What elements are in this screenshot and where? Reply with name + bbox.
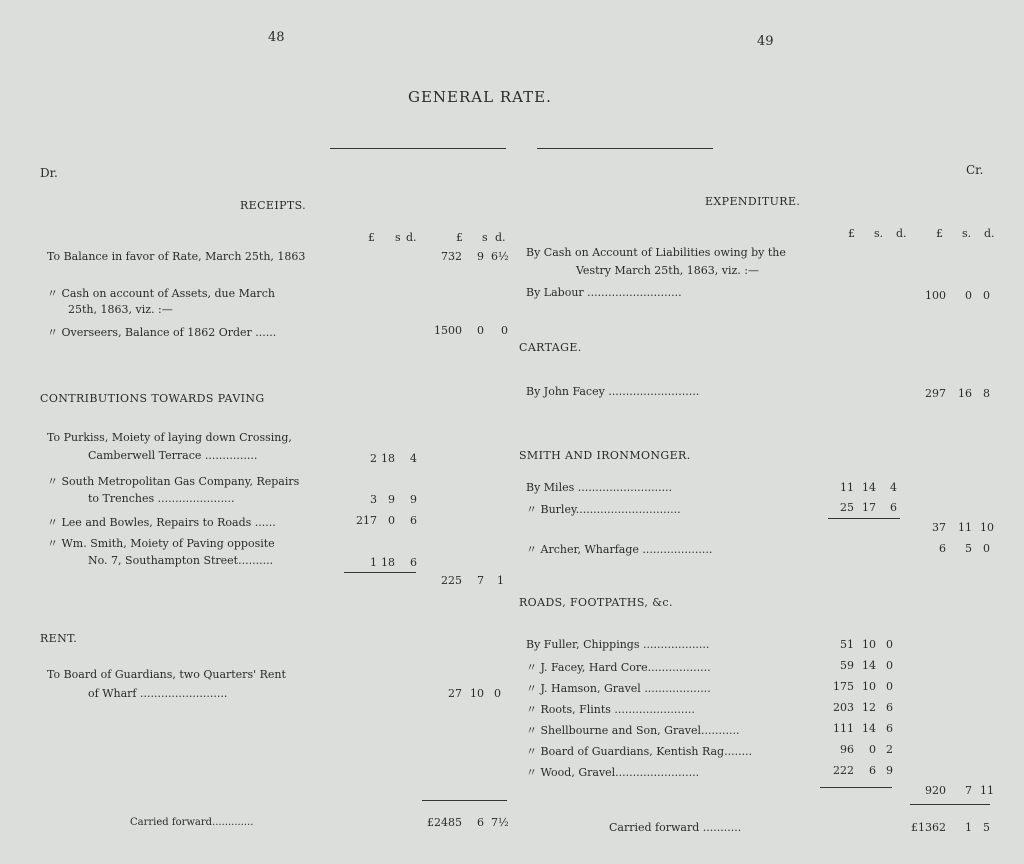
- amount-shillings: 9: [477, 250, 484, 263]
- amount-shillings: 1: [965, 821, 972, 834]
- amount-shillings: 10: [862, 680, 876, 693]
- receipts-heading: RECEIPTS.: [240, 199, 307, 212]
- amount-shillings: 0: [388, 514, 395, 527]
- amount-shillings: 10: [862, 638, 876, 651]
- amount-pence: 4: [410, 452, 417, 465]
- amount-pounds: 1: [370, 556, 377, 569]
- amount-pence: 0: [886, 659, 893, 672]
- col-pound-total: £: [456, 231, 463, 244]
- amount-pence: 0: [983, 289, 990, 302]
- miles-line: By Miles ...........................: [526, 481, 673, 494]
- amount-pence: 8: [983, 387, 990, 400]
- col-pound: £: [368, 231, 375, 244]
- page-title: GENERAL RATE.: [408, 88, 552, 106]
- amount-pence: 6: [410, 556, 417, 569]
- cash-line-1: 〃 Cash on account of Assets, due March: [47, 287, 275, 300]
- amount-shillings: 0: [965, 289, 972, 302]
- amount-pence: 0: [494, 687, 501, 700]
- amount-pence: 4: [890, 481, 897, 494]
- roads-item-label: 〃 J. Facey, Hard Core..................: [526, 661, 711, 674]
- amount-pence: 6: [410, 514, 417, 527]
- title-rule-left: [330, 148, 506, 149]
- amount-pounds: 1500: [434, 324, 462, 337]
- amount-pence: 10: [980, 521, 994, 534]
- roads-heading: ROADS, FOOTPATHS, &c.: [519, 596, 673, 609]
- labour-line: By Labour ...........................: [526, 286, 682, 299]
- col-pence-total: d.: [984, 227, 995, 240]
- amount-pounds: 37: [932, 521, 946, 534]
- roads-item-label: By Fuller, Chippings ...................: [526, 638, 710, 651]
- archer-line: 〃 Archer, Wharfage ....................: [526, 543, 713, 556]
- col-shilling-total: s.: [962, 227, 972, 240]
- col-pence: d.: [406, 231, 417, 244]
- amount-pence: 6: [886, 701, 893, 714]
- amount-shillings: 9: [388, 493, 395, 506]
- amount-pounds: £1362: [911, 821, 946, 834]
- col-pence-total: d.: [495, 231, 506, 244]
- page-number-right: 49: [757, 34, 774, 49]
- amount-pounds: 100: [925, 289, 946, 302]
- smith-line-1: 〃 Wm. Smith, Moiety of Paving opposite: [47, 537, 275, 550]
- amount-shillings: 18: [381, 452, 395, 465]
- smith-heading: SMITH AND IRONMONGER.: [519, 449, 691, 462]
- amount-pounds: 59: [840, 659, 854, 672]
- amount-pence: 11: [980, 784, 994, 797]
- total-rule: [910, 804, 990, 805]
- amount-pence: 0: [886, 680, 893, 693]
- amount-pence: 0: [886, 638, 893, 651]
- amount-pounds: 297: [925, 387, 946, 400]
- col-pound-total: £: [936, 227, 943, 240]
- cash-line-2: 25th, 1863, viz. :—: [68, 303, 173, 316]
- amount-pence: 5: [983, 821, 990, 834]
- subtotal-rule: [828, 518, 900, 519]
- amount-pence: 6: [890, 501, 897, 514]
- credit-label: Cr.: [966, 163, 984, 177]
- col-pound: £: [848, 227, 855, 240]
- contributions-heading: CONTRIBUTIONS TOWARDS PAVING: [40, 392, 265, 405]
- amount-shillings: 6: [477, 816, 484, 829]
- amount-pence: 9: [886, 764, 893, 777]
- col-shilling: s.: [874, 227, 884, 240]
- debit-label: Dr.: [40, 166, 58, 180]
- subtotal-rule: [344, 572, 416, 573]
- liabilities-line-2: Vestry March 25th, 1863, viz. :—: [576, 264, 760, 277]
- amount-shillings: 14: [862, 659, 876, 672]
- smith-line-2: No. 7, Southampton Street..........: [88, 554, 274, 567]
- amount-pounds: 6: [939, 542, 946, 555]
- amount-pence: 2: [886, 743, 893, 756]
- amount-pounds: 96: [840, 743, 854, 756]
- col-shilling: s: [395, 231, 401, 244]
- roads-item-label: 〃 Wood, Gravel........................: [526, 766, 700, 779]
- amount-shillings: 16: [958, 387, 972, 400]
- amount-pence: 0: [501, 324, 508, 337]
- amount-pounds: 920: [925, 784, 946, 797]
- amount-pounds: 111: [833, 722, 854, 735]
- amount-pounds: 25: [840, 501, 854, 514]
- amount-shillings: 7: [965, 784, 972, 797]
- overseers-line: 〃 Overseers, Balance of 1862 Order ......: [47, 326, 277, 339]
- amount-pence: 1: [497, 574, 504, 587]
- col-pence: d.: [896, 227, 907, 240]
- amount-pounds: 11: [840, 481, 854, 494]
- gas-line-2: to Trenches ......................: [88, 492, 235, 505]
- amount-shillings: 10: [470, 687, 484, 700]
- amount-pounds: 175: [833, 680, 854, 693]
- liabilities-line-1: By Cash on Account of Liabilities owing by the: [526, 246, 786, 259]
- amount-shillings: 7: [477, 574, 484, 587]
- amount-shillings: 12: [862, 701, 876, 714]
- burley-line: 〃 Burley..............................: [526, 503, 681, 516]
- amount-pence: 0: [983, 542, 990, 555]
- lee-line: 〃 Lee and Bowles, Repairs to Roads ......: [47, 516, 276, 529]
- facey-line: By John Facey ..........................: [526, 385, 700, 398]
- amount-shillings: 14: [862, 722, 876, 735]
- amount-shillings: 11: [958, 521, 972, 534]
- purkiss-line-2: Camberwell Terrace ...............: [88, 449, 258, 462]
- col-shilling-total: s: [482, 231, 488, 244]
- amount-pounds: 732: [441, 250, 462, 263]
- rent-heading: RENT.: [40, 632, 78, 645]
- amount-shillings: 0: [869, 743, 876, 756]
- amount-shillings: 0: [477, 324, 484, 337]
- gas-line-1: 〃 South Metropolitan Gas Company, Repairs: [47, 475, 300, 488]
- amount-pence: 7½: [491, 816, 509, 829]
- cartage-heading: CARTAGE.: [519, 341, 582, 354]
- title-rule-right: [537, 148, 713, 149]
- carried-forward-right: Carried forward ...........: [609, 821, 742, 834]
- roads-item-label: 〃 J. Hamson, Gravel ...................: [526, 682, 711, 695]
- amount-shillings: 14: [862, 481, 876, 494]
- subtotal-rule: [820, 787, 892, 788]
- carried-forward-left: Carried forward.............: [130, 817, 254, 828]
- amount-shillings: 17: [862, 501, 876, 514]
- amount-pounds: 3: [370, 493, 377, 506]
- amount-pounds: 2: [370, 452, 377, 465]
- amount-shillings: 6: [869, 764, 876, 777]
- purkiss-line-1: To Purkiss, Moiety of laying down Crossing,: [47, 431, 292, 444]
- amount-pounds: 27: [448, 687, 462, 700]
- rent-line-1: To Board of Guardians, two Quarters' Rent: [47, 668, 286, 681]
- rent-line-2: of Wharf .........................: [88, 687, 228, 700]
- amount-pounds: 225: [441, 574, 462, 587]
- amount-pounds: £2485: [427, 816, 462, 829]
- amount-shillings: 18: [381, 556, 395, 569]
- amount-pence: 9: [410, 493, 417, 506]
- balance-line: To Balance in favor of Rate, March 25th, 1863: [47, 250, 306, 263]
- roads-item-label: 〃 Shellbourne and Son, Gravel...........: [526, 724, 740, 737]
- roads-item-label: 〃 Roots, Flints .......................: [526, 703, 695, 716]
- amount-pounds: 51: [840, 638, 854, 651]
- amount-pounds: 203: [833, 701, 854, 714]
- expenditure-heading: EXPENDITURE.: [705, 195, 801, 208]
- page-number-left: 48: [268, 30, 285, 45]
- roads-item-label: 〃 Board of Guardians, Kentish Rag........: [526, 745, 753, 758]
- amount-pence: 6: [886, 722, 893, 735]
- total-rule: [422, 800, 507, 801]
- amount-pence: 6½: [491, 250, 509, 263]
- amount-shillings: 5: [965, 542, 972, 555]
- amount-pounds: 222: [833, 764, 854, 777]
- amount-pounds: 217: [356, 514, 377, 527]
